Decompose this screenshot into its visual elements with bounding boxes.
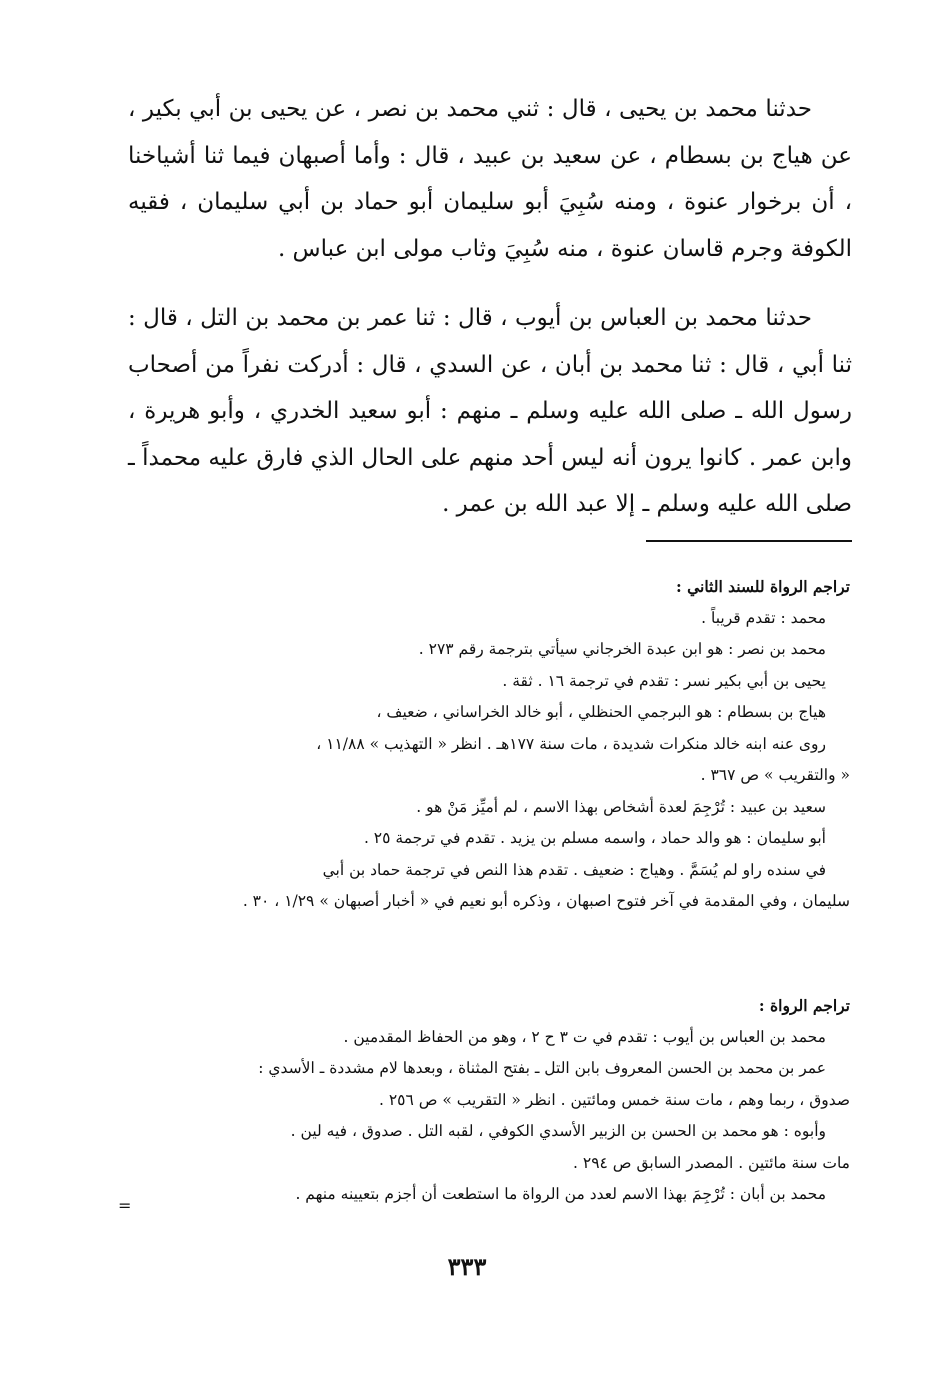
- main-text-block-1: [128, 86, 852, 272]
- footnote-wrap-continuation: مات سنة مائتين . المصدر السابق ص ٢٩٤ .: [573, 1153, 850, 1172]
- footnote-wrapped-entry: [118, 729, 850, 792]
- footnote-separator: [646, 540, 852, 542]
- main-text-block-2: [128, 295, 852, 528]
- footnote-line: محمد بن أبان : تُرْجِمَ بهذا الاسم لعدد من الرواة ما استطعت أن أجزم بتعيينه منهم .: [295, 1185, 826, 1203]
- footnote-wrap-first-line: وأبوه : هو محمد بن الحسن بن الزبير الأسدي الكوفي ، لقبه التل . صدوق ، فيه لين .: [290, 1122, 826, 1140]
- footnote-wrap-continuation: صدوق ، ربما وهم ، مات سنة خمس ومائتين . انظر « التقريب » ص ٢٥٦ .: [378, 1090, 850, 1109]
- footnote-wrap-first-line: روى عنه ابنه خالد منكرات شديدة ، مات سنة ١٧٧هـ . انظر « التهذيب » ١١/٨٨ ،: [316, 734, 826, 753]
- footnotes-heading-1: تراجم الرواة للسند الثاني :: [675, 577, 850, 596]
- footnote-line: محمد بن نصر : هو ابن عبدة الخرجاني سيأتي بترجمة رقم ٢٧٣ .: [418, 640, 826, 658]
- footnote-line: أبو سليمان : هو والد حماد ، واسمه مسلم بن يزيد . تقدم في ترجمة ٢٥ .: [363, 829, 826, 847]
- page-number: ٣٣٣: [447, 1252, 487, 1281]
- footnote-wrap-continuation: سليمان ، وفي المقدمة في آخر فتوح اصبهان ، وذكره أبو نعيم في « أخبار أصبهان » ١/٢٩ ، ٣٠ .: [242, 892, 850, 910]
- footnotes-heading-2: تراجم الرواة :: [758, 996, 850, 1015]
- footnotes-section-1: [118, 571, 850, 918]
- footnote-line: محمد بن العباس بن أيوب : تقدم في ت ٣ ح ٢ ، وهو من الحفاظ المقدمين .: [343, 1027, 826, 1046]
- footnote-wrap-first-line: عمر بن محمد بن الحسن المعروف بابن التل ـ بفتح المثناة ، وبعدها لام مشددة ـ الأسدي :: [258, 1059, 826, 1077]
- hadith-paragraph-1: حدثنا محمد بن يحيى ، قال : ثني محمد بن نصر ، عن يحيى بن أبي بكير ، عن هياج بن بسطام ، عن سعيد بن عبيد ، قال : وأما أصبهان فيما ثنا أشياخنا ، أن برخوار عنوة ، ومنه سُبِيَ أبو سليمان أبو حماد بن أبي سليمان ، فقيه الكوفة وجرم قاسان عنوة ، منه سُبِيَ وثاب مولى ابن عباس .: [128, 96, 852, 262]
- footnote-wrapped-entry: [118, 1116, 850, 1179]
- footnote-wrapped-entry: [118, 1053, 850, 1116]
- margin-mark: =: [118, 1196, 132, 1215]
- footnotes-section-2: [118, 990, 850, 1211]
- footnote-wrap-first-line: في سنده راو لم يُسَمَّ . وهياج : ضعيف . تقدم هذا النص في ترجمة حماد بن أبي: [322, 860, 826, 879]
- footnote-line: يحيى بن أبي بكير نسر : تقدم في ترجمة ١٦ . ثقة .: [502, 671, 826, 690]
- footnote-wrap-continuation: « والتقريب » ص ٣٦٧ .: [700, 766, 850, 784]
- footnote-line: محمد : تقدم قريباً .: [701, 608, 826, 627]
- footnote-wrapped-entry: [118, 855, 850, 918]
- footnote-line: هياج بن بسطام : هو البرجمي الحنظلي ، أبو خالد الخراساني ، ضعيف ،: [376, 703, 826, 721]
- footnote-line: سعيد بن عبيد : تُرْجِمَ لعدة أشخاص بهذا الاسم ، لم أميِّز مَنْ هو .: [416, 797, 826, 816]
- hadith-paragraph-2: حدثنا محمد بن العباس بن أيوب ، قال : ثنا عمر بن محمد بن التل ، قال : ثنا أبي ، قال : ثنا محمد بن أبان ، عن السدي ، قال : أدركت نفراً من أصحاب رسول الله ـ صلى الله عليه وسلم ـ منهم : أبو سعيد الخدري ، وأبو هريرة ، وابن عمر . كانوا يرون أنه ليس أحد منهم على الحال الذي فارق عليه محمداً ـ صلى الله عليه وسلم ـ إلا عبد الله بن عمر .: [128, 305, 852, 517]
